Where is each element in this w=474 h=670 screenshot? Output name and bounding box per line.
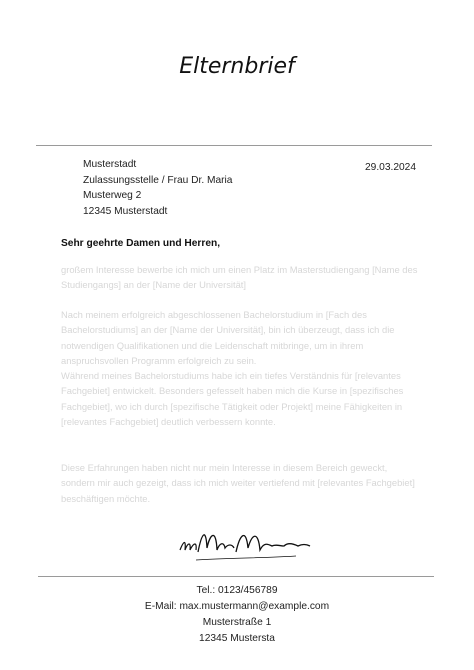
body-paragraph: Nach meinem erfolgreich abgeschlossenen Bachelorstudium in [Fach des Bachelorstudiums] an der [Name der Universität], bin ich überzeugt, dass ich die notwendigen Qualifikationen und die Leidenschaft mitbringe, um in ihrem anspruchsvollen Programm erfolgreich zu sein.: [61, 309, 395, 366]
recipient-line: Musterstadt: [83, 159, 137, 170]
recipient-line: Musterweg 2: [83, 190, 142, 201]
footer-email: E-Mail: max.mustermann@example.com: [144, 601, 330, 612]
footer-city: 12345 Mustersta: [199, 633, 275, 644]
footer-divider: [38, 576, 434, 577]
body-paragraph: Diese Erfahrungen haben nicht nur mein Interesse in diesem Bereich geweckt, sondern mir auch gezeigt, dass ich mich weiter vertiefend mit [relevantes Fachgebiet] beschäftigen möchte.: [61, 462, 415, 504]
footer-street: Musterstraße 1: [202, 617, 272, 628]
letter-date: 29.03.2024: [365, 162, 416, 173]
body-paragraph: großem Interesse bewerbe ich mich um einen Platz im Masterstudiengang [Name des Studiengangs] an der [Name der Universität]: [61, 264, 418, 291]
recipient-line: Zulassungsstelle / Frau Dr. Maria: [83, 174, 233, 186]
handwritten-signature: [176, 524, 316, 566]
header-divider: [36, 145, 432, 146]
body-paragraph: Während meines Bachelorstudiums habe ich ein tiefes Verständnis für [relevantes Fachgebiet] entwickelt. Besonders gefesselt haben mich die Kurse in [spezifisches Fachgebiet], wo ich durch [spezifische Tätigkeit oder Projekt] meine Fähigkeiten in [relevantes Fachgebiet] deutlich verbessern konnte.: [61, 370, 404, 427]
salutation: Sehr geehrte Damen und Herren,: [61, 238, 221, 249]
footer-phone: Tel.: 0123/456789: [196, 585, 278, 596]
recipient-address: [83, 157, 232, 219]
footer-contact: [0, 583, 474, 647]
recipient-line: 12345 Musterstadt: [83, 205, 168, 217]
document-title: Elternbrief: [179, 54, 295, 79]
